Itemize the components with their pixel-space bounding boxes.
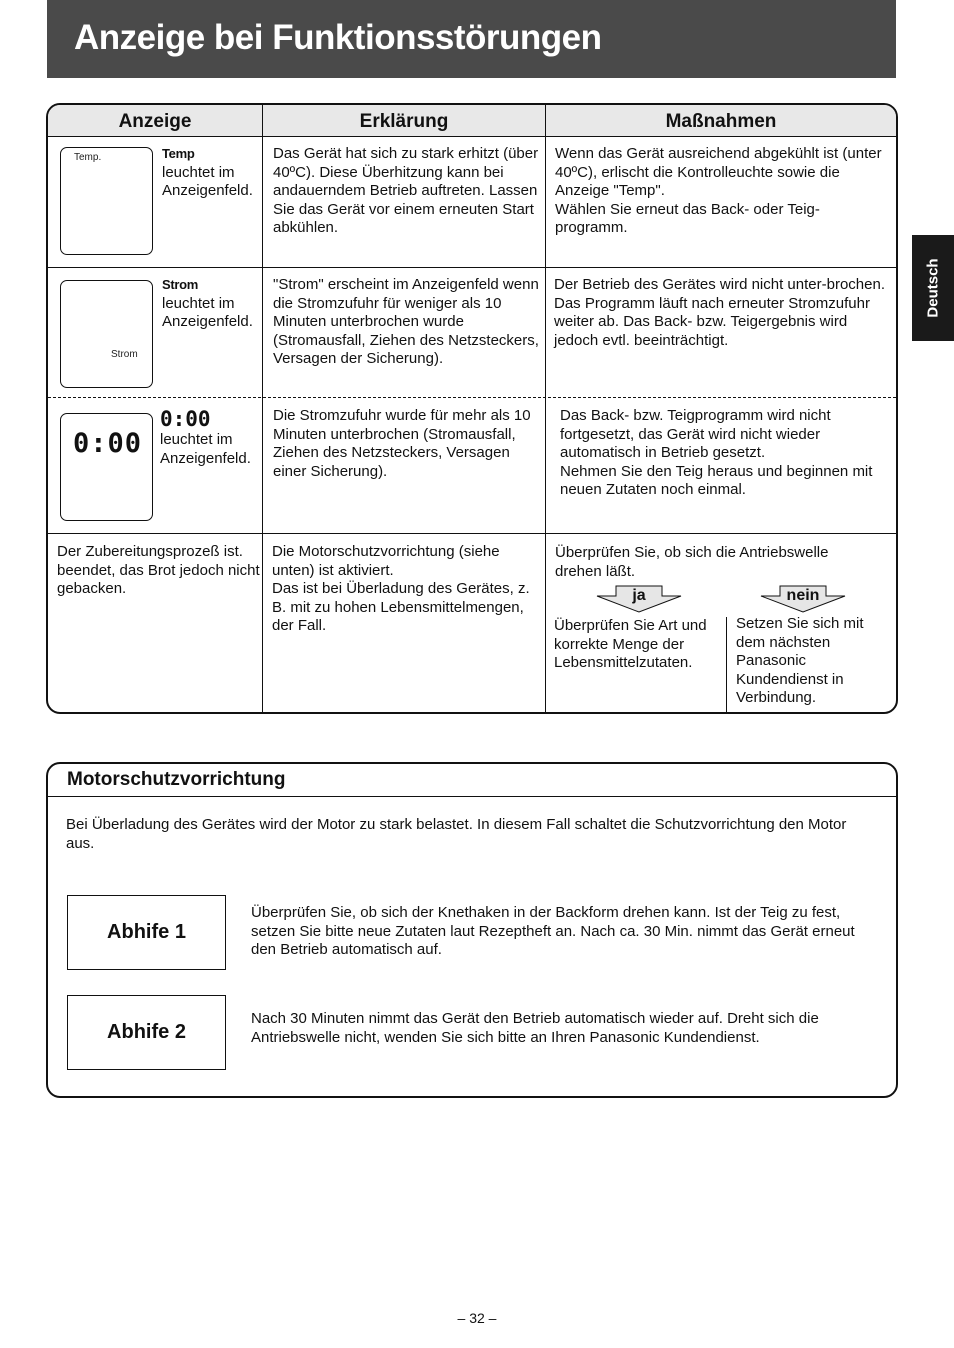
indicator-temp-text: leuchtet im Anzeigenfeld. — [162, 163, 253, 199]
header-erklaerung: Erklärung — [263, 105, 545, 137]
explanation-strom: "Strom" erscheint im Anzeigenfeld wenn die Stromzufuhr für weniger als 10 Minuten unterbrochen wurde (Stromausfall, Ziehen des Netzsteckers, Versagen der Sicherung). — [273, 276, 539, 367]
indicator-time — [160, 407, 262, 468]
indicator-time-text: leuchtet im Anzeigenfeld. — [160, 431, 251, 467]
lcd-time-digits: 0:00 — [73, 428, 143, 459]
remedy-2-text: Nach 30 Minuten nimmt das Gerät den Betrieb automatisch wieder auf. Dreht sich die Antriebswelle nicht, wenden Sie sich bitte an Ihren Panasonic Kundendienst. — [251, 1010, 819, 1046]
indicator-temp-name: Temp — [162, 146, 195, 161]
language-tab-label: Deutsch — [924, 258, 942, 318]
explanation-motor: Die Motorschutzvorrichtung (siehe unten) ist aktiviert. Das ist bei Überladung des Gerätes, z. B. mit zu hohen Lebensmittelmengen, der Fall. — [272, 543, 530, 634]
measure-time: Das Back- bzw. Teigprogramm wird nicht fortgesetzt, das Gerät wird nicht wieder automatisch in Betrieb gesetzt. Nehmen Sie den Teig heraus und beginnen mit neuen Zutaten noch einmal. — [560, 407, 873, 498]
explanation-time: Die Stromzufuhr wurde für mehr als 10 Minuten unterbrochen (Stromausfall, Ziehen des Netzsteckers, Versagen einer Sicherung). — [273, 407, 531, 480]
page-number: – 32 – — [457, 1310, 497, 1326]
explanation-temp: Das Gerät hat sich zu stark erhitzt (über 40ºC). Diese Überhitzung kann bei andauerndem Betrieb auftreten. Lassen Sie das Gerät vor einem erneuten Start abkühlen. — [273, 145, 539, 236]
yes-label: ja — [632, 587, 646, 604]
remedy-1-text: Überprüfen Sie, ob sich der Knethaken in der Backform drehen kann. Ist der Teig zu fest, setzen Sie bitte neue Zutaten laut Rezeptheft an. Nach ca. 30 Min. nimmt das Gerät erneut den Betrieb automatisch auf. — [251, 904, 855, 958]
row-divider — [48, 267, 896, 268]
lcd-strom-label: Strom — [111, 349, 138, 360]
measure-temp: Wenn das Gerät ausreichend abgekühlt ist (unter 40ºC), erlischt die Kontrolleuchte sowie die Anzeige "Temp". Wählen Sie erneut das Back- oder Teig-programm. — [555, 145, 882, 236]
page-header — [47, 0, 896, 78]
column-divider — [545, 105, 546, 712]
motor-protection-section — [46, 762, 898, 1098]
language-tab — [912, 235, 954, 341]
display-not-baked: Der Zubereitungsprozeß ist. beendet, das Brot jedoch nicht gebacken. — [57, 543, 260, 597]
motor-protection-intro: Bei Überladung des Gerätes wird der Motor zu stark belastet. In diesem Fall schaltet die Schutzvorrichtung den Motor aus. — [66, 816, 847, 852]
indicator-time-digits: 0:00 — [160, 407, 211, 431]
lcd-display-temp — [60, 147, 153, 255]
header-massnahmen: Maßnahmen — [546, 105, 896, 137]
motor-protection-header — [48, 764, 896, 797]
no-arrow — [760, 585, 846, 613]
header-anzeige: Anzeige — [48, 105, 262, 137]
page-title: Anzeige bei Funktionsstörungen — [74, 18, 602, 57]
indicator-strom — [162, 276, 262, 332]
column-divider — [262, 105, 263, 712]
motor-protection-title: Motorschutzvorrichtung — [67, 769, 286, 790]
yes-arrow — [596, 585, 682, 613]
indicator-strom-name: Strom — [162, 277, 199, 292]
branch-divider — [726, 617, 727, 712]
lcd-display-strom — [60, 280, 153, 388]
no-text: Setzen Sie sich mit dem nächsten Panasonic Kundendienst in Verbindung. — [736, 615, 864, 706]
yes-text: Überprüfen Sie Art und korrekte Menge der Lebensmittelzutaten. — [554, 617, 707, 671]
row-divider — [48, 533, 896, 534]
indicator-strom-text: leuchtet im Anzeigenfeld. — [162, 294, 253, 330]
lcd-temp-label: Temp. — [74, 152, 102, 163]
remedy-1-label: Abhife 1 — [67, 895, 226, 970]
no-label: nein — [786, 587, 820, 604]
measure-strom: Der Betrieb des Gerätes wird nicht unter-brochen. Das Programm läuft nach erneuter Stromzufuhr weiter ab. Das Back- bzw. Teigergebnis wird jedoch evtl. beeinträchtigt. — [554, 276, 885, 349]
troubleshooting-table — [46, 103, 898, 714]
row-divider-dashed — [48, 397, 896, 398]
lcd-display-time — [60, 413, 153, 521]
measure-motor-intro: Überprüfen Sie, ob sich die Antriebswelle drehen läßt. — [555, 544, 829, 580]
remedy-2-label: Abhife 2 — [67, 995, 226, 1070]
indicator-temp — [162, 145, 262, 201]
